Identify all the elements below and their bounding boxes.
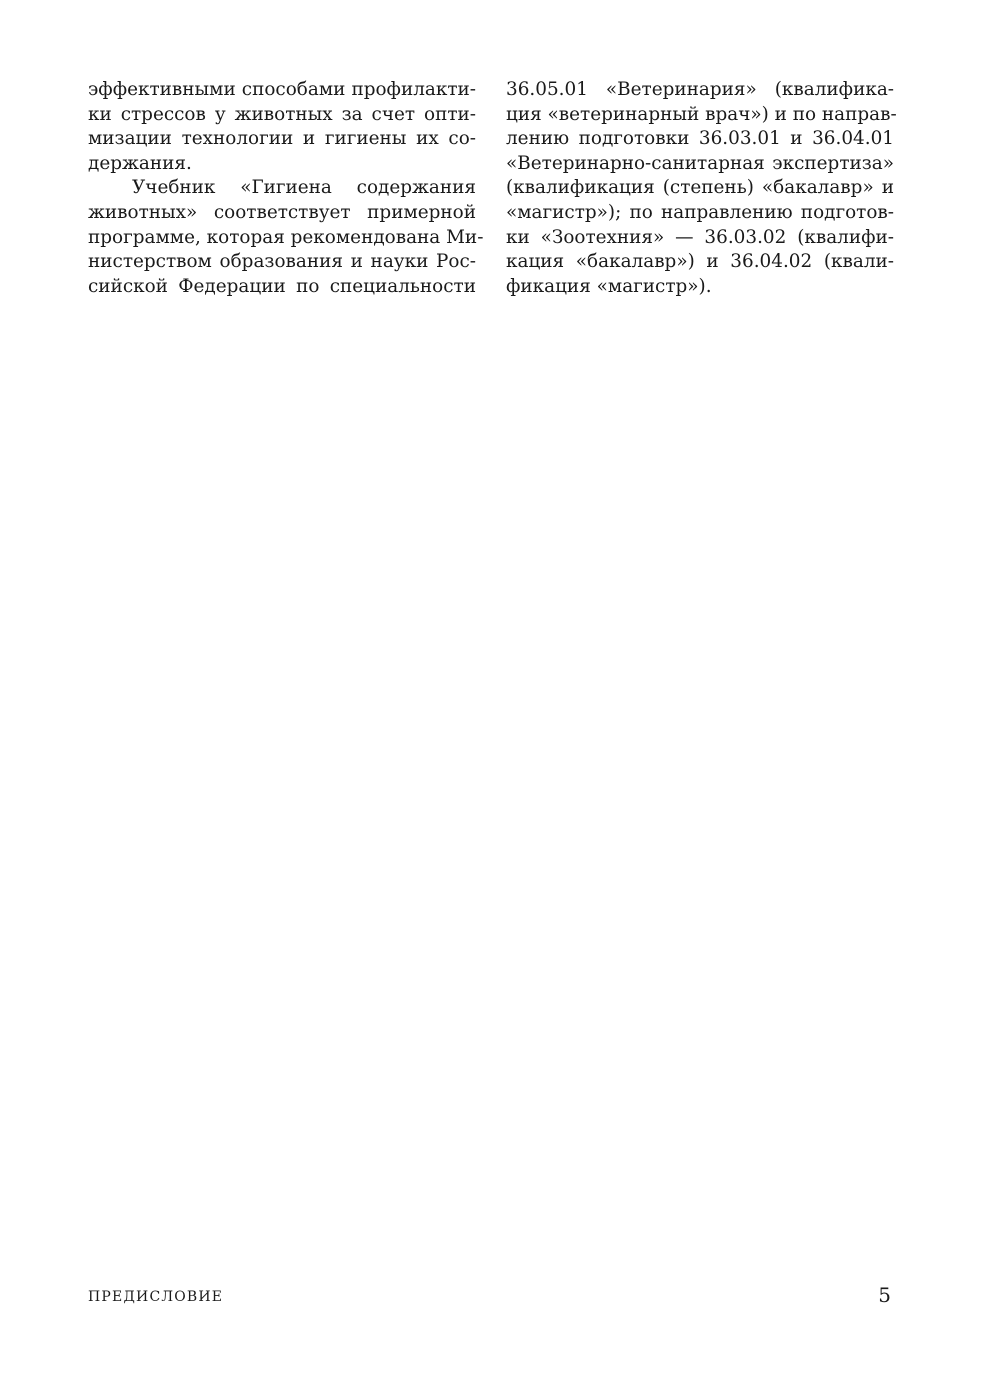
paragraph-line: ки стрессов у животных за счет опти- — [88, 103, 476, 125]
right-text-column — [506, 78, 897, 299]
paragraph-line: «магистр»); по направлению подготов- — [506, 201, 894, 223]
paragraph-line: лению подготовки 36.03.01 и 36.04.01 — [506, 128, 894, 150]
paragraph-line: «Ветеринарно-санитарная экспертиза» — [506, 152, 894, 174]
paragraph-line: Учебник «Гигиена содержания — [132, 177, 476, 199]
paragraph-line: 36.05.01 «Ветеринария» (квалифика- — [506, 79, 894, 100]
page-number: 5 — [878, 1283, 891, 1307]
paragraph-line: эффективными способами профилакти- — [88, 79, 476, 100]
running-footer-section: ПРЕДИСЛОВИЕ — [88, 1289, 224, 1305]
paragraph-line: держания. — [88, 152, 192, 174]
paragraph-line: фикация «магистр»). — [506, 275, 712, 297]
paragraph-line: (квалификация (степень) «бакалавр» и — [506, 177, 894, 199]
paragraph-line: животных» соответствует примерной — [88, 201, 476, 223]
paragraph-line: ки «Зоотехния» — 36.03.02 (квалифи- — [506, 226, 894, 248]
paragraph-line: программе, которая рекомендована Ми- — [88, 226, 484, 248]
paragraph-line: нистерством образования и науки Рос- — [88, 251, 476, 273]
paragraph-line: ция «ветеринарный врач») и по направ- — [506, 103, 897, 125]
left-text-column — [88, 78, 484, 299]
paragraph-line: кация «бакалавр») и 36.04.02 (квали- — [506, 251, 894, 273]
paragraph-line: сийской Федерации по специальности — [88, 275, 476, 297]
paragraph-line: мизации технологии и гигиены их со- — [88, 128, 476, 150]
